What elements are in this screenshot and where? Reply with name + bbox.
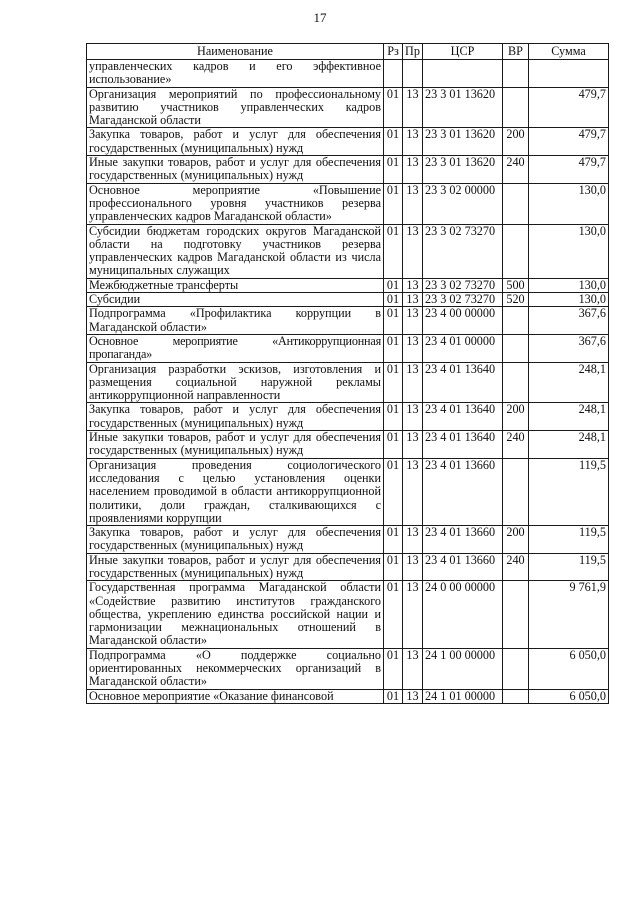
row-vr: 520 xyxy=(503,293,529,307)
row-vr xyxy=(503,362,529,403)
row-sum: 130,0 xyxy=(529,224,609,278)
row-sum: 130,0 xyxy=(529,278,609,292)
row-sum: 248,1 xyxy=(529,431,609,459)
row-vr xyxy=(503,648,529,689)
table-row xyxy=(87,689,609,703)
row-csr: 24 1 00 00000 xyxy=(423,648,503,689)
row-rz: 01 xyxy=(384,581,403,648)
row-csr: 23 4 00 00000 xyxy=(423,307,503,335)
row-name: Основное мероприятие «Оказание финансовой xyxy=(87,689,384,703)
row-rz: 01 xyxy=(384,458,403,525)
row-pr: 13 xyxy=(403,403,423,431)
row-pr: 13 xyxy=(403,183,423,224)
row-rz: 01 xyxy=(384,431,403,459)
row-pr: 13 xyxy=(403,293,423,307)
row-vr xyxy=(503,224,529,278)
row-rz: 01 xyxy=(384,648,403,689)
row-name: Основное мероприятие «Антикоррупционная пропаганда» xyxy=(87,334,384,362)
row-rz: 01 xyxy=(384,526,403,554)
row-name: Организация проведения социологического исследования с целью установления оценки населением проводимой в области антикоррупционной политики, доли граждан, сталкивающихся с проявлениями коррупции xyxy=(87,458,384,525)
row-rz: 01 xyxy=(384,278,403,292)
row-sum: 130,0 xyxy=(529,183,609,224)
row-sum: 119,5 xyxy=(529,553,609,581)
row-rz: 01 xyxy=(384,689,403,703)
table-row xyxy=(87,526,609,554)
row-csr: 23 3 01 13620 xyxy=(423,87,503,128)
row-name: Государственная программа Магаданской области «Содействие развитию институтов гражданского общества, укреплению единства российской нации и гармонизации межнациональных отношений в Магаданской области» xyxy=(87,581,384,648)
row-name: Закупка товаров, работ и услуг для обеспечения государственных (муниципальных) нужд xyxy=(87,403,384,431)
row-pr: 13 xyxy=(403,87,423,128)
row-pr: 13 xyxy=(403,581,423,648)
header-name: Наименование xyxy=(87,44,384,60)
row-csr: 23 3 02 00000 xyxy=(423,183,503,224)
row-vr: 240 xyxy=(503,431,529,459)
row-sum: 6 050,0 xyxy=(529,648,609,689)
row-name: управленческих кадров и его эффективное использование» xyxy=(87,60,384,88)
row-rz xyxy=(384,60,403,88)
page-number: 17 xyxy=(313,10,327,25)
table-row xyxy=(87,278,609,292)
row-csr: 23 4 01 13640 xyxy=(423,403,503,431)
row-csr xyxy=(423,60,503,88)
row-sum: 130,0 xyxy=(529,293,609,307)
row-pr: 13 xyxy=(403,334,423,362)
row-name: Закупка товаров, работ и услуг для обеспечения государственных (муниципальных) нужд xyxy=(87,128,384,156)
row-rz: 01 xyxy=(384,553,403,581)
row-vr: 240 xyxy=(503,156,529,184)
row-csr: 23 4 01 13640 xyxy=(423,431,503,459)
row-sum: 479,7 xyxy=(529,128,609,156)
row-csr: 23 4 01 13640 xyxy=(423,362,503,403)
row-csr: 23 3 02 73270 xyxy=(423,293,503,307)
row-csr: 23 4 01 13660 xyxy=(423,458,503,525)
row-rz: 01 xyxy=(384,334,403,362)
header-vr: ВР xyxy=(503,44,529,60)
row-vr: 200 xyxy=(503,403,529,431)
row-rz: 01 xyxy=(384,87,403,128)
row-name: Подпрограмма «Профилактика коррупции в Магаданской области» xyxy=(87,307,384,335)
row-rz: 01 xyxy=(384,307,403,335)
table-row xyxy=(87,156,609,184)
table-row xyxy=(87,581,609,648)
row-vr: 200 xyxy=(503,526,529,554)
row-vr xyxy=(503,689,529,703)
row-pr: 13 xyxy=(403,278,423,292)
row-name: Организация разработки эскизов, изготовления и размещения социальной наружной рекламы антикоррупционной направленности xyxy=(87,362,384,403)
row-rz: 01 xyxy=(384,403,403,431)
row-rz: 01 xyxy=(384,156,403,184)
row-vr: 200 xyxy=(503,128,529,156)
row-name: Субсидии бюджетам городских округов Магаданской области на подготовку участников резерва управленческих кадров Магаданской области из числа муниципальных служащих xyxy=(87,224,384,278)
row-name: Организация мероприятий по профессиональному развитию участников управленческих кадров Магаданской области xyxy=(87,87,384,128)
row-rz: 01 xyxy=(384,224,403,278)
row-pr: 13 xyxy=(403,431,423,459)
row-pr: 13 xyxy=(403,553,423,581)
table-row xyxy=(87,293,609,307)
row-csr: 23 4 01 00000 xyxy=(423,334,503,362)
row-pr: 13 xyxy=(403,458,423,525)
row-vr xyxy=(503,183,529,224)
row-vr xyxy=(503,87,529,128)
row-sum: 248,1 xyxy=(529,403,609,431)
header-sum: Сумма xyxy=(529,44,609,60)
row-csr: 23 3 01 13620 xyxy=(423,128,503,156)
row-csr: 24 1 01 00000 xyxy=(423,689,503,703)
row-pr: 13 xyxy=(403,307,423,335)
table-row xyxy=(87,648,609,689)
table-row xyxy=(87,128,609,156)
row-vr xyxy=(503,60,529,88)
row-rz: 01 xyxy=(384,362,403,403)
table-row xyxy=(87,87,609,128)
row-sum: 119,5 xyxy=(529,526,609,554)
header-pr: Пр xyxy=(403,44,423,60)
row-name: Иные закупки товаров, работ и услуг для обеспечения государственных (муниципальных) нужд xyxy=(87,156,384,184)
budget-table xyxy=(86,43,609,704)
row-name: Подпрограмма «О поддержке социально ориентированных некоммерческих организаций в Магаданской области» xyxy=(87,648,384,689)
row-pr: 13 xyxy=(403,156,423,184)
table-row xyxy=(87,458,609,525)
header-rz: Рз xyxy=(384,44,403,60)
table-row xyxy=(87,334,609,362)
table-header-row xyxy=(87,44,609,60)
row-csr: 23 4 01 13660 xyxy=(423,553,503,581)
row-rz: 01 xyxy=(384,128,403,156)
table-row xyxy=(87,60,609,88)
row-name: Межбюджетные трансферты xyxy=(87,278,384,292)
row-sum: 479,7 xyxy=(529,87,609,128)
row-rz: 01 xyxy=(384,183,403,224)
table-row xyxy=(87,183,609,224)
row-name: Основное мероприятие «Повышение профессионального уровня участников резерва управленческих кадров Магаданской области» xyxy=(87,183,384,224)
row-rz: 01 xyxy=(384,293,403,307)
row-vr xyxy=(503,458,529,525)
row-csr: 24 0 00 00000 xyxy=(423,581,503,648)
header-csr: ЦСР xyxy=(423,44,503,60)
row-name: Субсидии xyxy=(87,293,384,307)
table-row xyxy=(87,307,609,335)
row-csr: 23 3 02 73270 xyxy=(423,224,503,278)
row-name: Иные закупки товаров, работ и услуг для обеспечения государственных (муниципальных) нужд xyxy=(87,553,384,581)
row-pr: 13 xyxy=(403,128,423,156)
row-pr: 13 xyxy=(403,648,423,689)
table-row xyxy=(87,431,609,459)
row-vr xyxy=(503,307,529,335)
row-vr: 500 xyxy=(503,278,529,292)
row-vr: 240 xyxy=(503,553,529,581)
row-pr xyxy=(403,60,423,88)
row-sum: 119,5 xyxy=(529,458,609,525)
table-row xyxy=(87,362,609,403)
row-name: Иные закупки товаров, работ и услуг для обеспечения государственных (муниципальных) нужд xyxy=(87,431,384,459)
row-csr: 23 4 01 13660 xyxy=(423,526,503,554)
row-sum: 367,6 xyxy=(529,334,609,362)
row-sum xyxy=(529,60,609,88)
row-pr: 13 xyxy=(403,689,423,703)
table-row xyxy=(87,403,609,431)
row-sum: 367,6 xyxy=(529,307,609,335)
table-row xyxy=(87,224,609,278)
row-pr: 13 xyxy=(403,526,423,554)
row-sum: 9 761,9 xyxy=(529,581,609,648)
row-csr: 23 3 02 73270 xyxy=(423,278,503,292)
row-sum: 248,1 xyxy=(529,362,609,403)
row-sum: 479,7 xyxy=(529,156,609,184)
row-sum: 6 050,0 xyxy=(529,689,609,703)
table-row xyxy=(87,553,609,581)
row-vr xyxy=(503,581,529,648)
row-vr xyxy=(503,334,529,362)
row-name: Закупка товаров, работ и услуг для обеспечения государственных (муниципальных) нужд xyxy=(87,526,384,554)
row-pr: 13 xyxy=(403,224,423,278)
row-pr: 13 xyxy=(403,362,423,403)
row-csr: 23 3 01 13620 xyxy=(423,156,503,184)
